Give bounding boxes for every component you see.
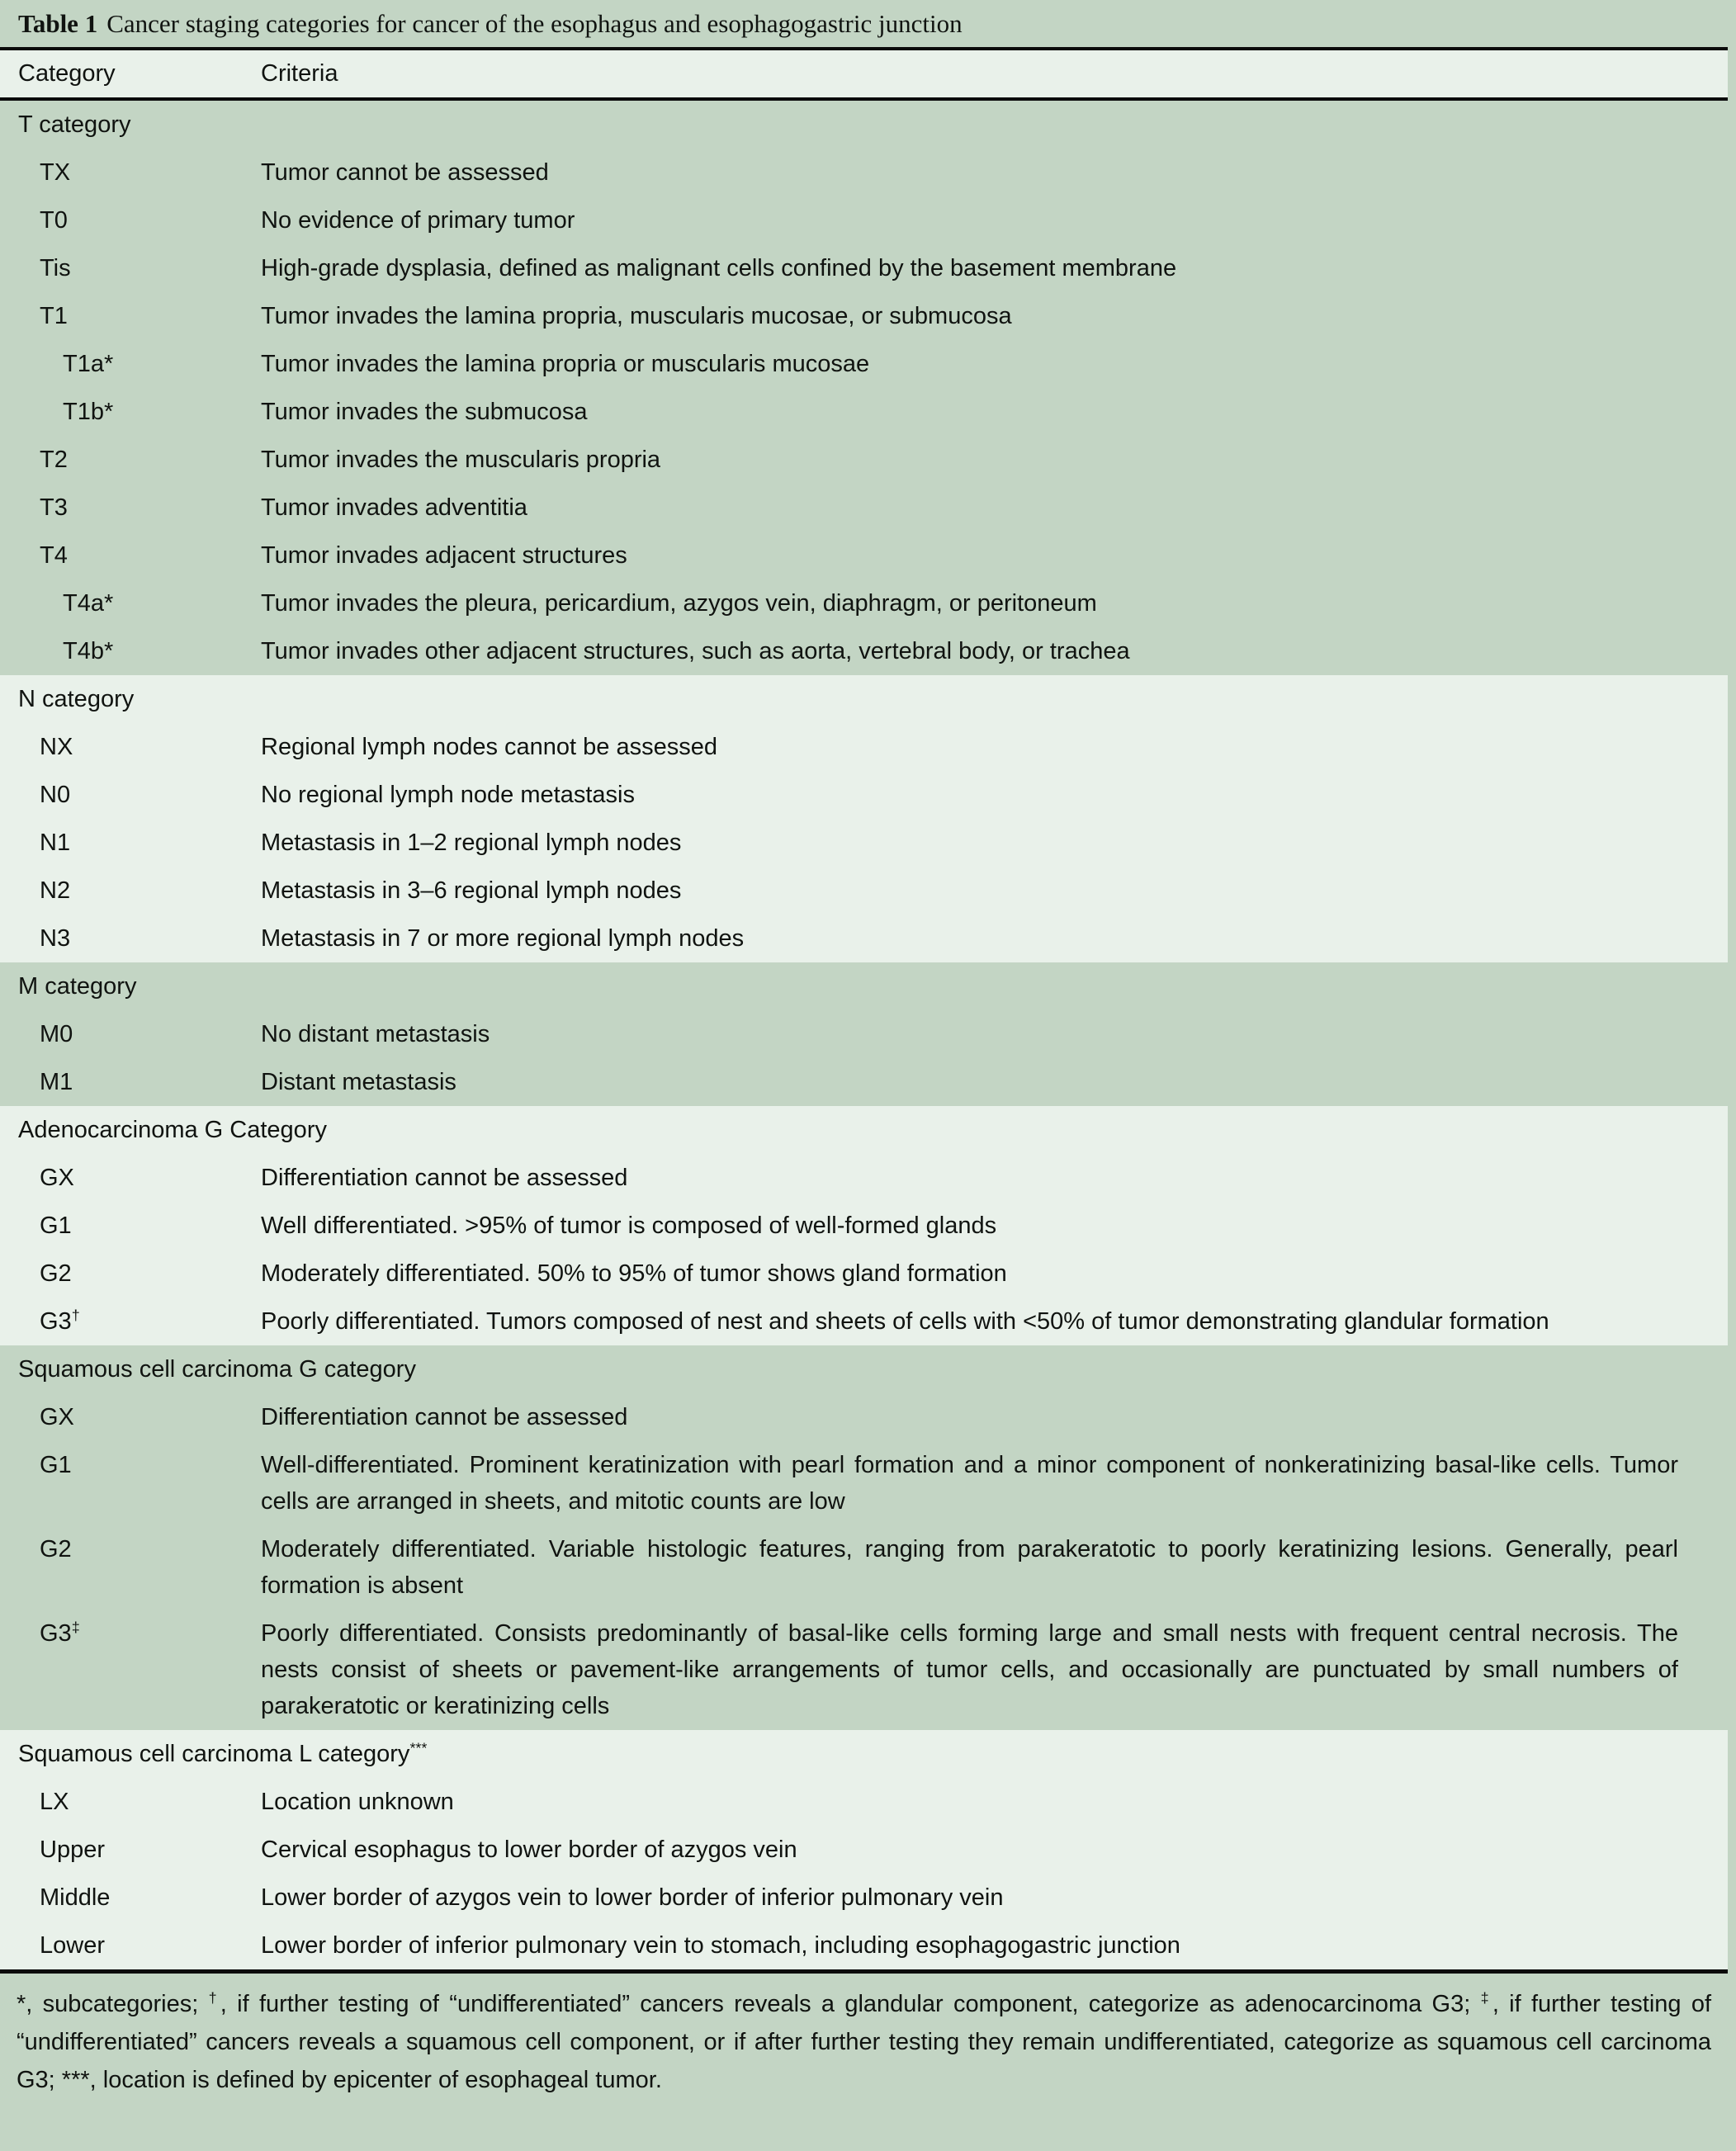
category-cell: N3 [40,925,71,952]
section-m-category [0,962,1728,1106]
category-cell: G3‡ [40,1619,80,1647]
category-cell: Tis [40,255,71,281]
criteria-cell: Differentiation cannot be assessed [261,1165,628,1191]
category-cell: Lower [40,1932,105,1959]
table-row [0,532,1728,579]
category-cell: G2 [40,1536,72,1562]
category-cell: N0 [40,782,71,808]
table-row [0,1610,1728,1730]
table-row [0,771,1728,819]
criteria-cell: Tumor invades adventitia [261,494,527,521]
category-cell: M0 [40,1021,73,1047]
criteria-cell: Tumor invades the submucosa [261,399,588,425]
table-row [0,149,1728,196]
table-row [0,867,1728,915]
criteria-cell: Tumor invades adjacent structures [261,542,627,569]
table-row [0,1202,1728,1250]
category-cell: N2 [40,877,71,904]
criteria-cell: Moderately differentiated. Variable histologic features, ranging from parakeratotic to poorly keratinizing lesions. Generally, pearl formation is absent [261,1536,1678,1599]
category-cell: N1 [40,830,71,856]
table-title [0,0,1736,47]
table-row [0,1826,1728,1874]
table-row [0,1154,1728,1202]
category-cell: M1 [40,1069,73,1095]
section-t-category [0,101,1728,675]
category-cell: T3 [40,494,68,521]
table-row [0,915,1728,962]
table-row [0,436,1728,484]
category-cell: T0 [40,207,68,234]
section-squamous-cell-carcinoma-l-category [0,1730,1728,1969]
table-number: Table 1 [18,8,98,38]
section-header-row [0,1106,1728,1154]
criteria-cell: Well-differentiated. Prominent keratinization with pearl formation and a minor component of nonkeratinizing basal-like cells. Tumor cells are arranged in sheets, and mitotic counts are low [261,1452,1678,1515]
criteria-cell: No distant metastasis [261,1021,490,1047]
table-row [0,1010,1728,1058]
category-cell: T4 [40,542,68,569]
category-cell: T1a* [63,351,114,377]
criteria-cell: Tumor cannot be assessed [261,159,549,186]
footnote-marker: † [208,1989,220,2007]
footnote-marker: ‡ [1480,1989,1492,2007]
category-cell: LX [40,1789,69,1815]
table-row [0,244,1728,292]
criteria-cell: Differentiation cannot be assessed [261,1404,628,1430]
footnote-marker: † [71,1307,80,1324]
category-cell: Upper [40,1837,105,1863]
table-row [0,1525,1728,1610]
criteria-cell: Location unknown [261,1789,454,1815]
section-header-row [0,962,1728,1010]
criteria-cell: Moderately differentiated. 50% to 95% of tumor shows gland formation [261,1260,1007,1287]
criteria-cell: Regional lymph nodes cannot be assessed [261,734,717,760]
table-row [0,292,1728,340]
table-row [0,1441,1728,1525]
criteria-cell: Tumor invades the lamina propria or muscularis mucosae [261,351,870,377]
table-row [0,196,1728,244]
criteria-cell: Lower border of inferior pulmonary vein to stomach, including esophagogastric junction [261,1932,1180,1959]
category-column-header: Category [18,60,116,87]
category-cell: Middle [40,1884,111,1911]
table-row [0,388,1728,436]
criteria-cell: Lower border of azygos vein to lower border of inferior pulmonary vein [261,1884,1004,1911]
table-row [0,627,1728,675]
criteria-column-header: Criteria [261,60,338,87]
criteria-cell: Metastasis in 3–6 regional lymph nodes [261,877,682,904]
criteria-cell: No evidence of primary tumor [261,207,575,234]
criteria-cell: Tumor invades the lamina propria, muscularis mucosae, or submucosa [261,303,1012,329]
criteria-cell: Well differentiated. >95% of tumor is composed of well-formed glands [261,1213,997,1239]
table-row [0,819,1728,867]
category-cell: T4b* [63,638,114,664]
section-header-label: Squamous cell carcinoma G category [18,1356,416,1383]
footnote-marker: ‡ [71,1619,80,1636]
column-header-row [0,50,1728,97]
footnote: *, subcategories; †, if further testing of “undifferentiated” cancers reveals a glandular component, categorize as adenocarcinoma G3; ‡, if further testing of “undifferentiated” cancers reveals a squamous cell component, or if after further testing they remain undifferentiated, categorize as squamous cell carcinoma G3; ***, location is defined by epicenter of esophageal tumor. [0,1974,1736,2099]
criteria-cell: Poorly differentiated. Consists predominantly of basal-like cells forming large and small nests with frequent central necrosis. The nests consist of sheets or pavement-like arrangements of tumor cells, and occasionally are punctuated by small numbers of parakeratotic or keratinizing cells [261,1620,1678,1719]
section-header-row [0,1345,1728,1393]
category-cell: T1 [40,303,68,329]
category-cell: T4a* [63,590,114,617]
section-header-label: T category [18,111,131,138]
section-header-label: Squamous cell carcinoma L category*** [18,1739,428,1767]
criteria-cell: Tumor invades the muscularis propria [261,447,661,473]
category-cell: T1b* [63,399,114,425]
criteria-cell: Cervical esophagus to lower border of azygos vein [261,1837,797,1863]
table-row [0,1058,1728,1106]
criteria-cell: High-grade dysplasia, defined as malignant cells confined by the basement membrane [261,255,1177,281]
section-header-row [0,675,1728,723]
table-row [0,723,1728,771]
section-header-label: N category [18,686,135,712]
table-row [0,484,1728,532]
category-cell: GX [40,1165,74,1191]
table-row [0,1393,1728,1441]
category-cell: G1 [40,1452,72,1478]
criteria-cell: Metastasis in 7 or more regional lymph nodes [261,925,745,952]
criteria-cell: Metastasis in 1–2 regional lymph nodes [261,830,682,856]
criteria-cell: Tumor invades other adjacent structures, such as aorta, vertebral body, or trachea [261,638,1130,664]
section-n-category [0,675,1728,962]
criteria-cell: Distant metastasis [261,1069,456,1095]
table-row [0,1922,1728,1969]
category-cell: G3† [40,1307,80,1335]
section-squamous-cell-carcinoma-g-category [0,1345,1728,1730]
category-cell: NX [40,734,73,760]
table-row [0,1874,1728,1922]
criteria-cell: Poorly differentiated. Tumors composed of nest and sheets of cells with <50% of tumor demonstrating glandular formation [261,1308,1549,1335]
table-row [0,340,1728,388]
section-header-row [0,101,1728,149]
section-adenocarcinoma-g-category [0,1106,1728,1345]
table-row [0,1250,1728,1298]
category-cell: G1 [40,1213,72,1239]
criteria-cell: No regional lymph node metastasis [261,782,635,808]
section-header-label: M category [18,973,137,1000]
category-cell: GX [40,1404,74,1430]
criteria-cell: Tumor invades the pleura, pericardium, azygos vein, diaphragm, or peritoneum [261,590,1097,617]
section-header-row [0,1730,1728,1778]
table-caption: Cancer staging categories for cancer of the esophagus and esophagogastric junction [106,8,963,38]
category-cell: G2 [40,1260,72,1287]
section-header-label: Adenocarcinoma G Category [18,1117,327,1143]
category-cell: T2 [40,447,68,473]
table-sections [0,101,1728,1969]
table-row [0,1298,1728,1345]
table-row [0,1778,1728,1826]
category-cell: TX [40,159,71,186]
table-row [0,579,1728,627]
footnote-marker: *** [409,1739,428,1756]
